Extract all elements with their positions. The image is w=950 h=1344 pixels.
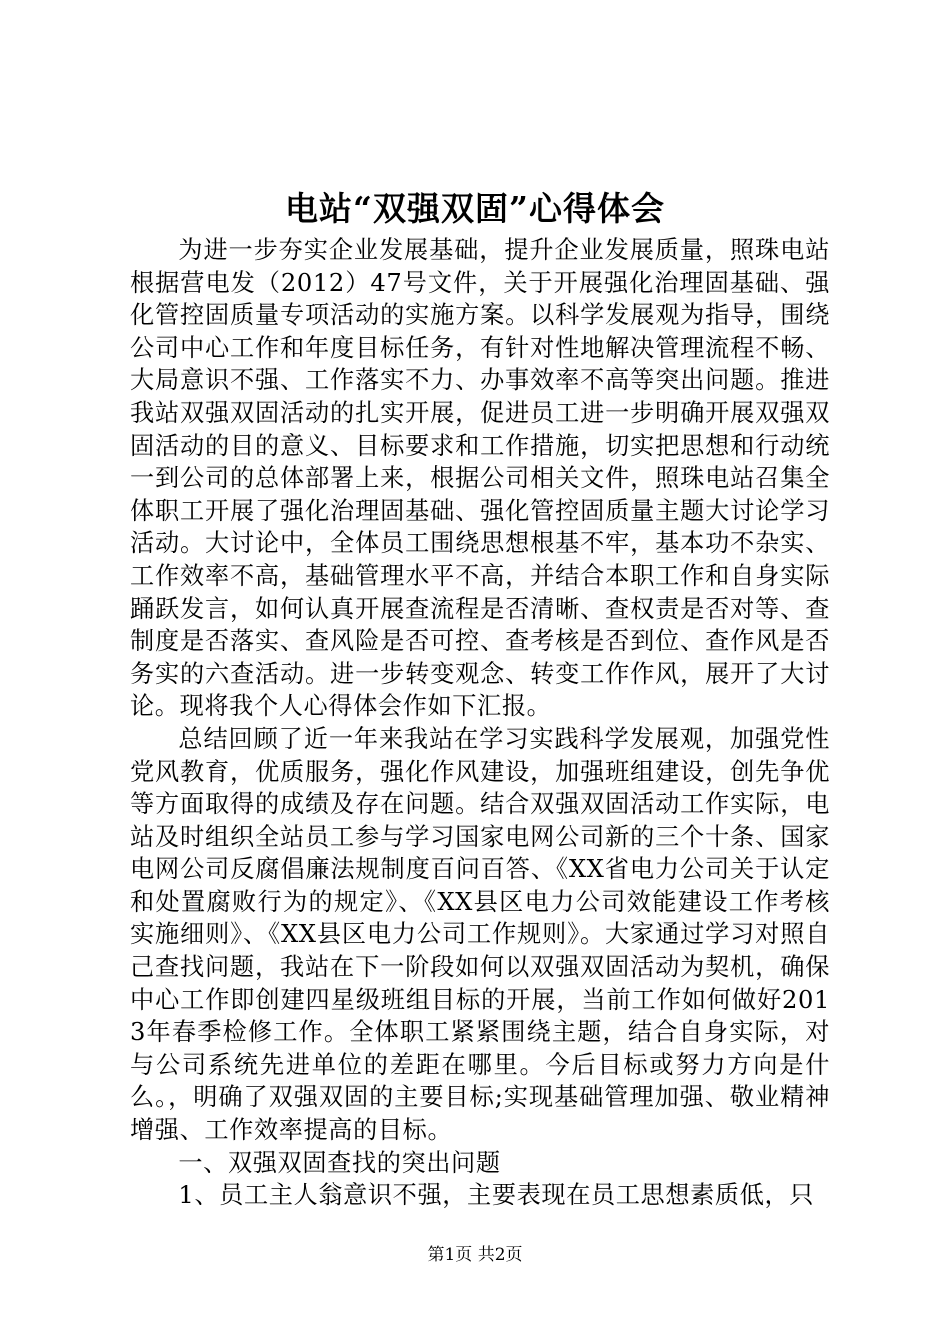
page-footer: 第1页 共2页 [427, 1245, 523, 1265]
document-title: 电站“双强双固”心得体会 [285, 189, 665, 228]
document-body [130, 234, 830, 1212]
section-heading-problems: 一、双强双固查找的突出问题 [178, 1148, 501, 1177]
paragraph-summary: 总结回顾了近一年来我站在学习实践科学发展观，加强党性党风教育，优质服务，强化作风建设，加强班组建设，创先争优等方面取得的成绩及存在问题。结合双强双固活动工作实际，电站及时组织全站员工参与学习国家电网公司新的三个十条、国家电网公司反腐倡廉法规制度百问百答、《XX省电力公司关于认定和处置腐败行为的规定》、《XX县区电力公司效能建设工作考核实施细则》、《XX县区电力公司工作规则》。大家通过学习对照自己查找问题，我站在下一阶段如何以双强双固活动为契机，确保中心工作即创建四星级班组目标的开展，当前工作如何做好2013年春季检修工作。全体职工紧紧围绕主题，结合自身实际，对与公司系统先进单位的差距在哪里。今后目标或努力方向是什么。，明确了双强双固的主要目标;实现基础管理加强、敬业精神增强、工作效率提高的目标。 [130, 724, 830, 1145]
paragraph-problem-1: 1、员工主人翁意识不强，主要表现在员工思想素质低，只 [178, 1181, 815, 1210]
paragraph-intro: 为进一步夯实企业发展基础，提升企业发展质量，照珠电站根据营电发（2012）47号文件，关于开展强化治理固基础、强化管控固质量专项活动的实施方案。以科学发展观为指导，围绕公司中心工作和年度目标任务，有针对性地解决管理流程不畅、大局意识不强、工作落实不力、办事效率不高等突出问题。推进我站双强双固活动的扎实开展，促进员工进一步明确开展双强双固活动的目的意义、目标要求和工作措施，切实把思想和行动统一到公司的总体部署上来，根据公司相关文件，照珠电站召集全体职工开展了强化治理固基础、强化管控固质量主题大讨论学习活动。大讨论中，全体员工围绕思想根基不牢，基本功不杂实、工作效率不高，基础管理水平不高，并结合本职工作和自身实际踊跃发言，如何认真开展查流程是否清晰、查权责是否对等、查制度是否落实、查风险是否可控、查考核是否到位、查作风是否务实的六查活动。进一步转变观念、转变工作作风，展开了大讨论。现将我个人心得体会作如下汇报。 [130, 236, 830, 721]
